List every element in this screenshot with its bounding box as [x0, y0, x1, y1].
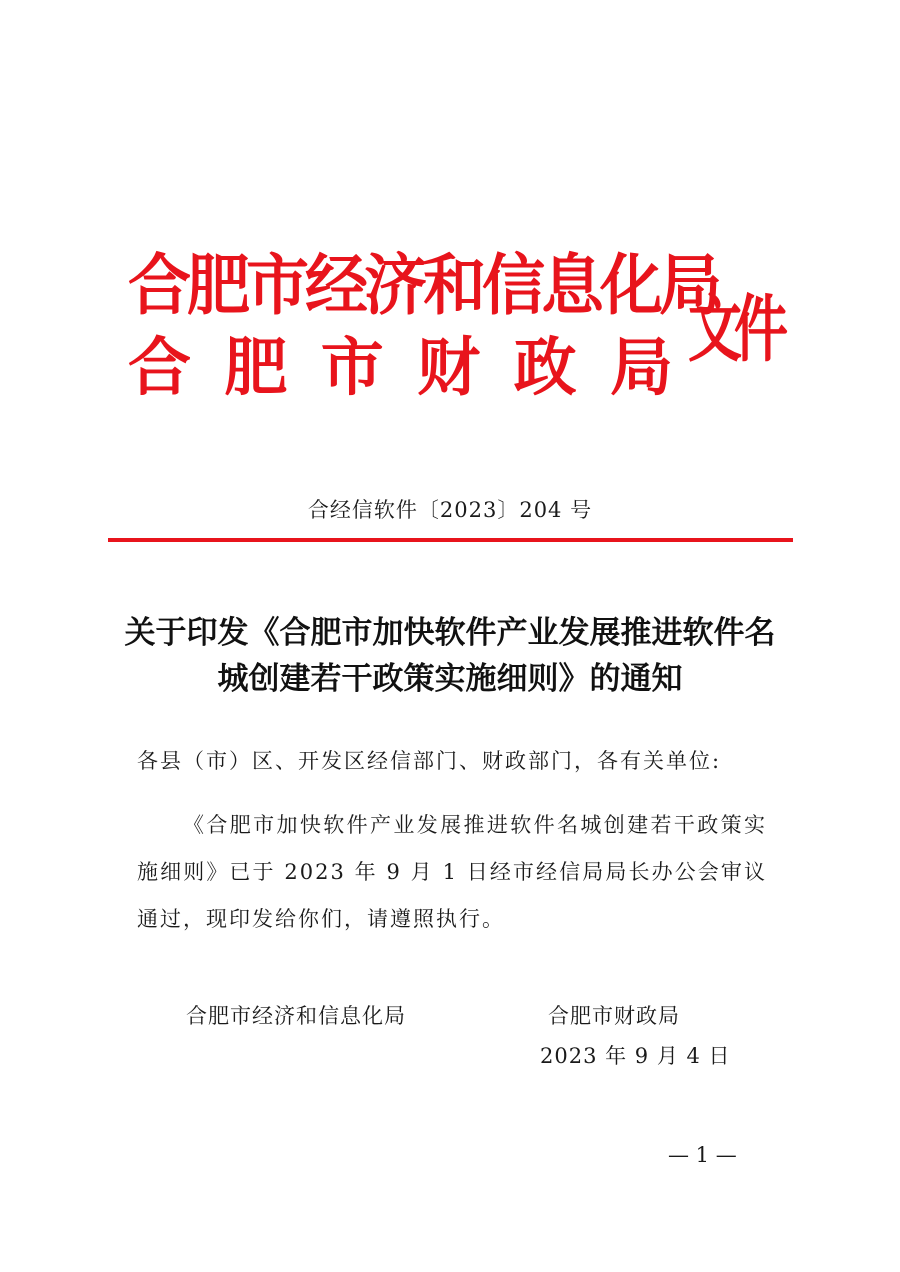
signature-economy-bureau: 合肥市经济和信息化局	[186, 1004, 406, 1028]
body-paragraph: 《合肥市加快软件产业发展推进软件名城创建若干政策实施细则》已于 2023 年 9 月 1 日经市经信局局长办公会审议通过，现印发给你们，请遵照执行。	[137, 813, 767, 931]
signature-finance-bureau: 合肥市财政局	[548, 1004, 680, 1028]
masthead-document-suffix: 文件	[688, 286, 780, 372]
masthead-char: 市	[320, 331, 384, 404]
masthead-issuer-finance-bureau	[128, 328, 673, 408]
masthead-issuer-economy-bureau: 合肥市经济和信息化局	[128, 247, 718, 324]
masthead-char: 局	[609, 331, 673, 404]
masthead-char: 合	[128, 331, 191, 404]
masthead-char: 肥	[224, 331, 288, 404]
masthead-char: 财	[417, 331, 481, 404]
masthead	[128, 238, 718, 418]
document-title: 关于印发《合肥市加快软件产业发展推进软件名城创建若干政策实施细则》的通知	[124, 615, 776, 697]
page-number: — 1 —	[668, 1143, 737, 1167]
red-divider	[108, 538, 793, 542]
masthead-char: 政	[513, 331, 577, 404]
salutation: 各县（市）区、开发区经信部门、财政部门，各有关单位:	[137, 749, 722, 773]
issue-date: 2023 年 9 月 4 日	[540, 1044, 731, 1068]
document-number: 合经信软件〔2023〕204 号	[307, 498, 593, 522]
